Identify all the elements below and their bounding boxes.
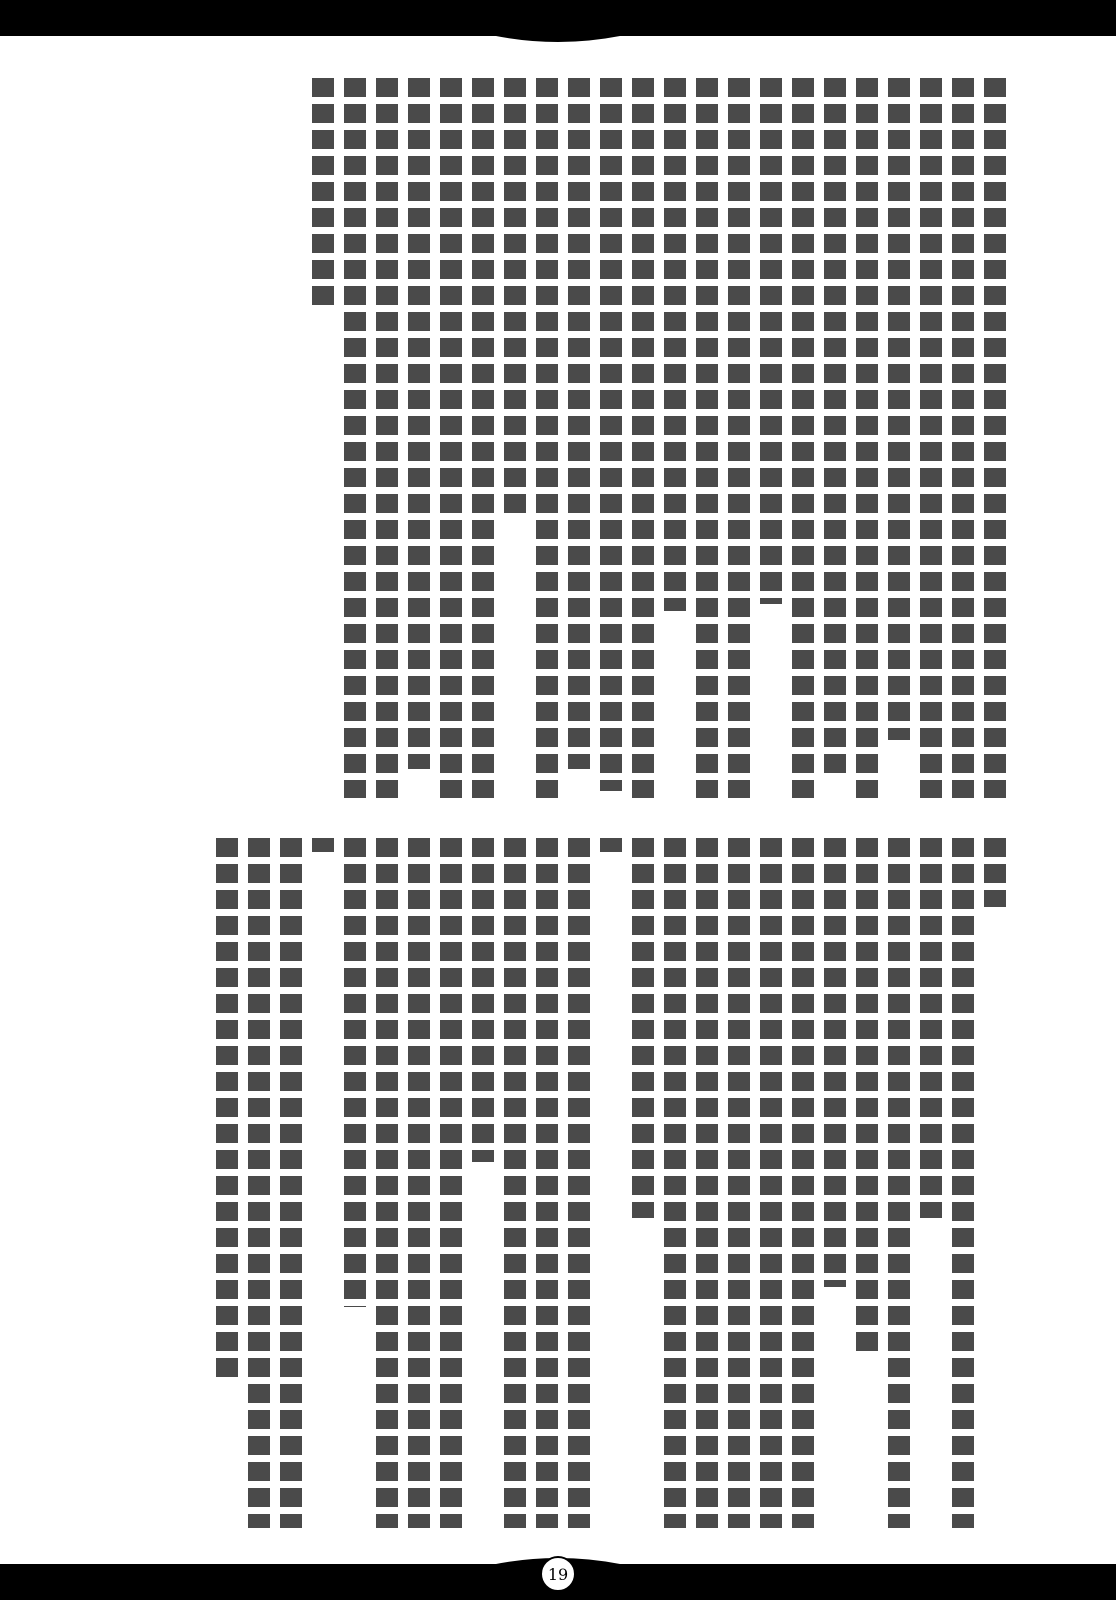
text-column-placeholder bbox=[504, 838, 526, 1528]
text-column-placeholder bbox=[568, 78, 590, 769]
text-column-placeholder bbox=[760, 78, 782, 604]
text-column-placeholder bbox=[408, 838, 430, 1528]
text-column-placeholder bbox=[472, 78, 494, 798]
text-column-placeholder bbox=[728, 78, 750, 798]
text-column-placeholder bbox=[376, 78, 398, 798]
text-column-placeholder bbox=[920, 838, 942, 1218]
text-column-placeholder bbox=[472, 838, 494, 1162]
text-column-placeholder bbox=[376, 838, 398, 1528]
text-column-placeholder bbox=[856, 838, 878, 1356]
text-column-placeholder bbox=[344, 78, 366, 798]
text-column-placeholder bbox=[856, 78, 878, 798]
text-column-placeholder bbox=[600, 838, 622, 852]
upper-text-block bbox=[110, 78, 1006, 798]
text-column-placeholder bbox=[216, 838, 238, 1383]
text-column-placeholder bbox=[760, 838, 782, 1528]
top-border-bar bbox=[0, 0, 1116, 34]
text-column-placeholder bbox=[536, 78, 558, 798]
text-column-placeholder bbox=[792, 78, 814, 798]
text-column-placeholder bbox=[952, 838, 974, 1528]
text-column-placeholder bbox=[792, 838, 814, 1528]
text-column-placeholder bbox=[248, 838, 270, 1528]
text-column-placeholder bbox=[312, 838, 334, 852]
text-column-placeholder bbox=[888, 78, 910, 740]
text-column-placeholder bbox=[440, 78, 462, 798]
text-column-placeholder bbox=[984, 838, 1006, 907]
text-column-placeholder bbox=[280, 838, 302, 1528]
text-column-placeholder bbox=[600, 78, 622, 791]
text-column-placeholder bbox=[408, 78, 430, 769]
text-column-placeholder bbox=[440, 838, 462, 1528]
text-column-placeholder bbox=[824, 838, 846, 1287]
text-column-placeholder bbox=[696, 838, 718, 1528]
text-column-placeholder bbox=[632, 78, 654, 798]
text-column-placeholder bbox=[664, 838, 686, 1528]
text-column-placeholder bbox=[952, 78, 974, 798]
text-column-placeholder bbox=[888, 838, 910, 1528]
text-column-placeholder bbox=[984, 78, 1006, 798]
text-column-placeholder bbox=[824, 78, 846, 776]
text-column-placeholder bbox=[568, 838, 590, 1528]
text-column-placeholder bbox=[536, 838, 558, 1528]
top-ornament bbox=[0, 34, 1116, 48]
lower-text-block bbox=[110, 838, 1006, 1528]
text-column-placeholder bbox=[312, 78, 334, 308]
page-number: 19 bbox=[540, 1556, 576, 1592]
text-column-placeholder bbox=[696, 78, 718, 798]
text-column-placeholder bbox=[728, 838, 750, 1528]
text-column-placeholder bbox=[664, 78, 686, 611]
text-column-placeholder bbox=[632, 838, 654, 1218]
text-column-placeholder bbox=[920, 78, 942, 798]
text-column-placeholder bbox=[504, 78, 526, 517]
text-column-placeholder bbox=[344, 838, 366, 1307]
